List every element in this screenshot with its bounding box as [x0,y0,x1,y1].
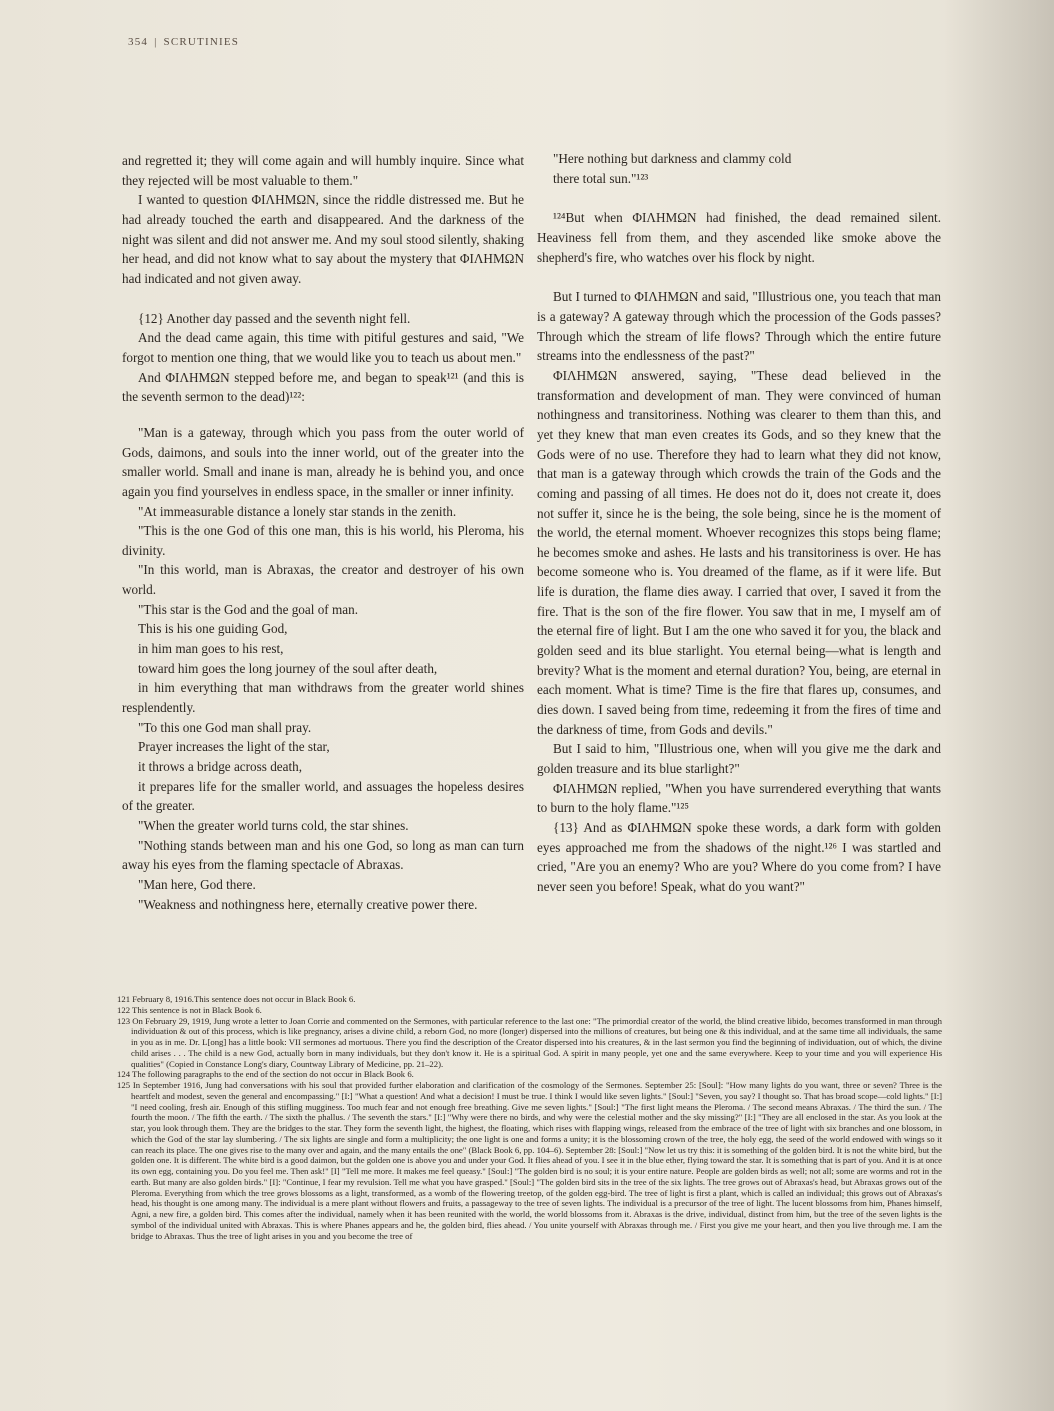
verse-line: it prepares life for the smaller world, and assuages the hopeless desires of the greater. [122,778,524,814]
paragraph: {12} Another day passed and the seventh night fell. [138,310,411,326]
paragraph: And ΦΙΛΗΜΩΝ stepped before me, and began to speak¹²¹ (and this is the seventh sermon to the dead)¹²²: [122,369,524,405]
paragraph: "This is the one God of this one man, this is his world, his Pleroma, his divinity. [122,523,524,558]
verse-line: This is his one guiding God, [138,621,288,637]
footnote: 121 February 8, 1916.This sentence does not occur in Black Book 6. [117,994,356,1004]
left-column [122,151,524,914]
paragraph: "Nothing stands between man and his one God, so long as man can turn away his eyes from the flaming spectacle of Abraxas. [122,837,524,873]
paragraph: But I said to him, "Illustrious one, when will you give me the dark and golden treasure and its blue starlight?" [537,741,941,777]
paragraph: and regretted it; they will come again and will humbly inquire. Since what they rejected will be most valuable to them." [122,153,524,188]
paragraph: "Man is a gateway, through which you pass from the outer world of Gods, daimons, and souls into the inner world, out of the greater into the smaller world. Small and inane is man, already he is behind you, and once again you find yourselves in endless space, in the smaller or inner infinity. [122,424,524,499]
verse-line: in him man goes to his rest, [138,641,284,657]
header-separator: | [154,36,158,48]
verse-line: in him everything that man withdraws from the greater world shines resplendently. [122,680,524,716]
verse-line: toward him goes the long journey of the soul after death, [138,660,438,676]
footnotes [117,994,942,1241]
paragraph: "Man here, God there. [138,876,256,892]
verse-line: it throws a bridge across death, [138,759,303,775]
paragraph: And the dead came again, this time with pitiful gestures and said, "We forgot to mention one thing, that we would like you to teach us about men." [122,330,524,365]
right-column [537,149,941,897]
paragraph: ΦΙΛΗΜΩΝ answered, saying, "These dead believed in the transformation and development of man. They were convinced of human nothingness and transitoriness. Nothing was clearer to them than this, and yet they knew that man even creates its Gods, and so they knew that the Gods were of no use. Therefore they had to learn what they did not know, that man is a gateway through which crowds the train of the Gods and the coming and passing of all times. He does not do it, does not create it, does not suffer it, since he is the being, the sole being, since he is the moment of the world, the eternal moment. Whoever recognizes this stops being flame; he becomes smoke and ashes. He lasts and his transitoriness is over. He has become someone who is. You dreamed of the flame, as if it were life. But life is duration, the flame dies away. I carried that over, I saved it from the fire. That is the son of the fire flower. You saw that in me, I myself am of the eternal fire of light. But I am the one who saved it for you, the black and golden seed and its blue starlight. You eternal being—what is length and brevity? What is the moment and eternal duration? You, being, are eternal in each moment. What is time? Time is the fire that flares up, consumes, and dies down. I saved being from time, redeeming it from the fires of time and the darkness of time, from Gods and devils." [537,367,941,737]
footnote: 125 In September 1916, Jung had conversations with his soul that provided further elaboration and clarification of the cosmology of the Sermones. September 25: [Soul]: "How many lights do you want, three or seven? Three is the heartfelt and modest, seven the general and encompassing." [I:] "What a question! And what a decision! I must be true. I think I would like seven lights." [Soul:] "Seven, you say? I thought so. That has broad scope—cold lights." [I:] "I need cooling, fresh air. Enough of this stifling mugginess. Too much fear and not enough free breathing. Give me seven lights." [Soul:] "The first light means the Pleroma. / The second means Abraxas. / The third the sun. / The fourth the moon. / The fifth the earth. / The sixth the phallus. / The seventh the stars." [I:] "Why were there no birds, and why were the celestial mother and the sky missing?" [I:] "They are all enclosed in the star. As you look at the star, you look through them. They are the bridges to the star. They form the seventh light, the highest, the floating, which rises with flapping wings, released from the embrace of the tree of light with six branches and one blossom, in which the God of the star lay slumbering. / The six lights are single and form a multiplicity; the one light is one and forms a unity; it is the blossoming crown of the tree, the holy egg, the seed of the world endowed with wings so it can reach its place. The one gives rise to the many over and again, and the many entails the one" (Black Book 6, pp. 104–6). September 28: [Soul:] "Now let us try this: it is something of the golden bird. It is not the white bird, but the golden one. It is different. The white bird is a good daimon, but the golden one is above you and under your God. It flies ahead of you. I see it in the blue ether, flying toward the star. It is something that is part of you. And it is at once its own egg, containing you. Do you feel me. Then ask!" [I] "Tell me more. It makes me feel queasy." [Soul:] "The golden bird is no soul; it is your entire nature. People are golden birds as well; not all; some are worms and rot in the earth. But many are also golden birds." [I]: "Continue, I fear my revulsion. Tell me what you have grasped." [Soul:] "The golden bird sits in the tree of the six lights. The tree grows out of Abraxas's head, but Abraxas grows out of the Pleroma. Everything from which the tree grows blossoms as a light, transformed, as a womb of the flowering treetop, of the golden egg-bird. The tree of light is first a plant, which is called an individual; this grows out of Abraxas's head, his thought is one among many. The individual is a mere plant without flowers and fruits, a passageway to the tree of seven lights. The individual is a precursor of the tree of light. The lucent blossoms from him, Phanes himself, Agni, a new fire, a golden bird. This comes after the individual, namely when it has been reunited with the world, the world blossoms from it. Abraxas is the drive, individual, distinct from him, but the tree of the seven lights is the symbol of the individual united with Abraxas. This is where Phanes appears and he, the golden bird, flies ahead. / You unite yourself with Abraxas through me. / First you give me your heart, and then you live through me. I am the bridge to Abraxas. Thus the tree of light arises in you and you become the tree of [117,1080,942,1241]
verse-line: there total sun."¹²³ [553,170,649,186]
page-number: 354 [128,36,149,48]
paragraph: "In this world, man is Abraxas, the creator and destroyer of his own world. [122,562,524,598]
paragraph: "At immeasurable distance a lonely star stands in the zenith. [138,503,457,519]
footnote: 122 This sentence is not in Black Book 6. [117,1004,262,1015]
running-head [128,36,239,48]
page-edge-shadow [944,0,1054,1411]
paragraph: ¹²⁴But when ΦΙΛΗΜΩΝ had finished, the dead remained silent. Heaviness fell from them, and they ascended like smoke above the shepherd's fire, who watches over his flock by night. [537,210,941,265]
footnote: 123 On February 29, 1919, Jung wrote a letter to Joan Corrie and commented on the Sermones, with particular reference to the last one: "The primordial creator of the world, the blind creative libido, becomes transformed in man through individuation & out of this process, which is like pregnancy, arises a divine child, a reborn God, no more (longer) dispersed into the millions of creatures, but being one & this individual, and at the same time all individuals, the same in you as in me. Dr. L[ong] has a little book: VII sermones ad mortuous. There you find the description of the Creator dispersed into his creatures, & in the last sermon you find the beginning of individuation, out of which, the divine child arises . . . The child is a new God, actually born in many individuals, but they don't know it. He is a spiritual God. A spirit in many people, yet one and the same everywhere. Keep to your time and you will experience His qualities" (Copied in Constance Long's diary, Countway Library of Medicine, pp. 21–22). [117,1015,942,1069]
paragraph: "To this one God man shall pray. [138,719,312,735]
section-title: SCRUTINIES [163,36,240,48]
paragraph: "When the greater world turns cold, the star shines. [138,818,409,833]
verse-line: "Here nothing but darkness and clammy cold [553,151,792,166]
paragraph: I wanted to question ΦΙΛΗΜΩΝ, since the riddle distressed me. But he had already touched the earth and disappeared. And the darkness of the night was silent and did not answer me. And my soul stood silently, shaking her head, and did not know what to say about the mystery that ΦΙΛΗΜΩΝ had indicated and not given away. [122,192,524,286]
paragraph: "Weakness and nothingness here, eternally creative power there. [138,896,478,912]
paragraph: But I turned to ΦΙΛΗΜΩΝ and said, "Illustrious one, you teach that man is a gateway? A gateway through which the procession of the Gods passes? Through which the stream of life flows? Through which the entire future streams into the endlessness of the past?" [537,289,941,364]
paragraph: {13} And as ΦΙΛΗΜΩΝ spoke these words, a dark form with golden eyes approached me from the shadows of the night.¹²⁶ I was startled and cried, "Are you an enemy? Who are you? Where do you come from? I have never seen you before! Speak, what do you want?" [537,820,941,894]
paragraph: "This star is the God and the goal of man. [138,601,359,617]
footnote: 124 The following paragraphs to the end of the section do not occur in Black Book 6. [117,1069,414,1080]
paragraph: ΦΙΛΗΜΩΝ replied, "When you have surrendered everything that wants to burn to the holy flame."¹²⁵ [537,780,941,816]
verse-line: Prayer increases the light of the star, [138,739,330,755]
